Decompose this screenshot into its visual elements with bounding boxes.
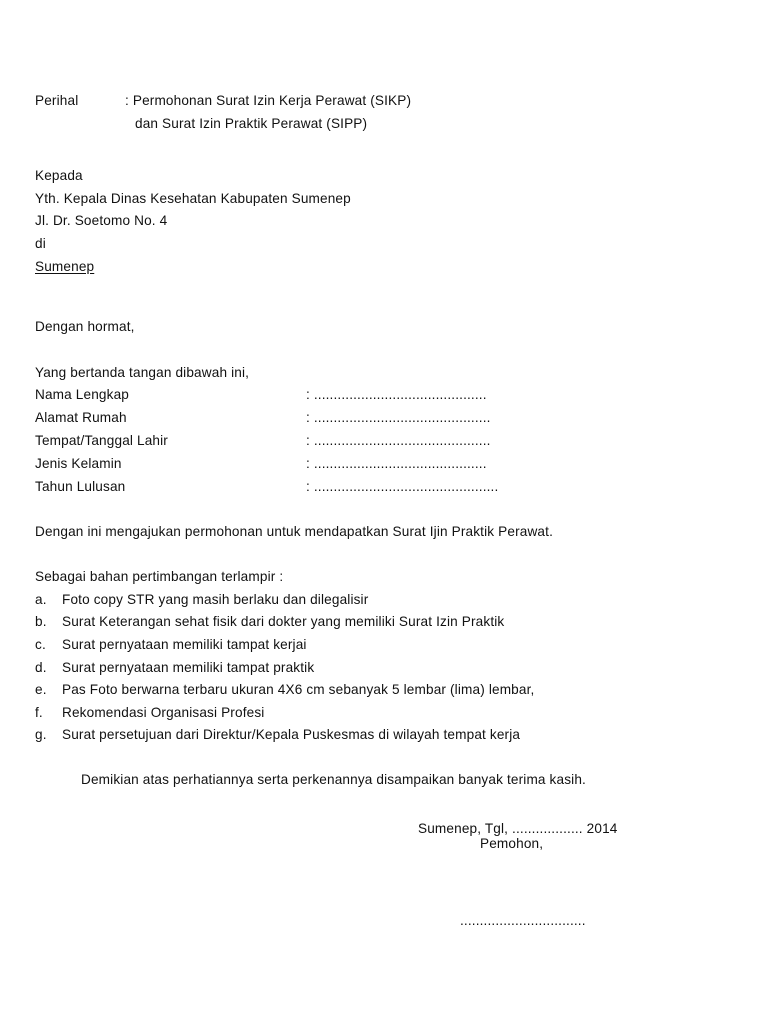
attachment-item: Surat persetujuan dari Direktur/Kepala Puskesmas di wilayah tempat kerja xyxy=(62,727,521,742)
signature-line: ................................ xyxy=(460,913,586,928)
subject-line-2: dan Surat Izin Praktik Perawat (SIPP) xyxy=(135,116,368,131)
field-value-alamat: : ............................................. xyxy=(306,410,491,425)
attachment-marker: f. xyxy=(35,705,43,720)
recipient-yth: Yth. Kepala Dinas Kesehatan Kabupaten Sumenep xyxy=(35,191,351,206)
field-label-jenis-kelamin: Jenis Kelamin xyxy=(35,456,122,471)
closing-statement: Demikian atas perhatiannya serta perkenannya disampaikan banyak terima kasih. xyxy=(81,772,586,787)
field-value-jenis-kelamin: : ............................................ xyxy=(306,456,487,471)
subject-label: Perihal xyxy=(35,93,79,108)
attachment-item: Foto copy STR yang masih berlaku dan dilegalisir xyxy=(62,592,369,607)
recipient-city-text: Sumenep xyxy=(35,259,95,274)
attachment-marker: c. xyxy=(35,637,46,652)
field-value-tahun-lulusan: : ............................................... xyxy=(306,479,499,494)
recipient-address: Jl. Dr. Soetomo No. 4 xyxy=(35,213,168,228)
signature-place-date: Sumenep, Tgl, .................. 2014 xyxy=(418,821,618,836)
field-label-nama: Nama Lengkap xyxy=(35,387,129,402)
signature-role: Pemohon, xyxy=(480,836,544,851)
attachment-item: Surat Keterangan sehat fisik dari dokter yang memiliki Surat Izin Praktik xyxy=(62,614,505,629)
field-label-tahun-lulusan: Tahun Lulusan xyxy=(35,479,126,494)
attachments-intro: Sebagai bahan pertimbangan terlampir : xyxy=(35,569,284,584)
attachment-marker: g. xyxy=(35,727,47,742)
greeting: Dengan hormat, xyxy=(35,319,135,334)
field-label-alamat: Alamat Rumah xyxy=(35,410,127,425)
attachment-item: Pas Foto berwarna terbaru ukuran 4X6 cm sebanyak 5 lembar (lima) lembar, xyxy=(62,682,535,697)
attachment-marker: b. xyxy=(35,614,47,629)
recipient-kepada: Kepada xyxy=(35,168,83,183)
attachment-marker: e. xyxy=(35,682,47,697)
subject-line-1: : Permohonan Surat Izin Kerja Perawat (SIKP) xyxy=(125,93,412,108)
attachment-marker: a. xyxy=(35,592,47,607)
recipient-di: di xyxy=(35,236,46,251)
field-label-ttl: Tempat/Tanggal Lahir xyxy=(35,433,168,448)
recipient-city xyxy=(35,258,94,276)
intro: Yang bertanda tangan dibawah ini, xyxy=(35,365,250,380)
attachment-marker: d. xyxy=(35,660,47,675)
attachment-item: Rekomendasi Organisasi Profesi xyxy=(62,705,265,720)
field-value-ttl: : ............................................. xyxy=(306,433,491,448)
attachment-item: Surat pernyataan memiliki tampat kerjai xyxy=(62,637,307,652)
request-statement: Dengan ini mengajukan permohonan untuk mendapatkan Surat Ijin Praktik Perawat. xyxy=(35,524,553,539)
field-value-nama: : ............................................ xyxy=(306,387,487,402)
attachment-item: Surat pernyataan memiliki tampat praktik xyxy=(62,660,315,675)
